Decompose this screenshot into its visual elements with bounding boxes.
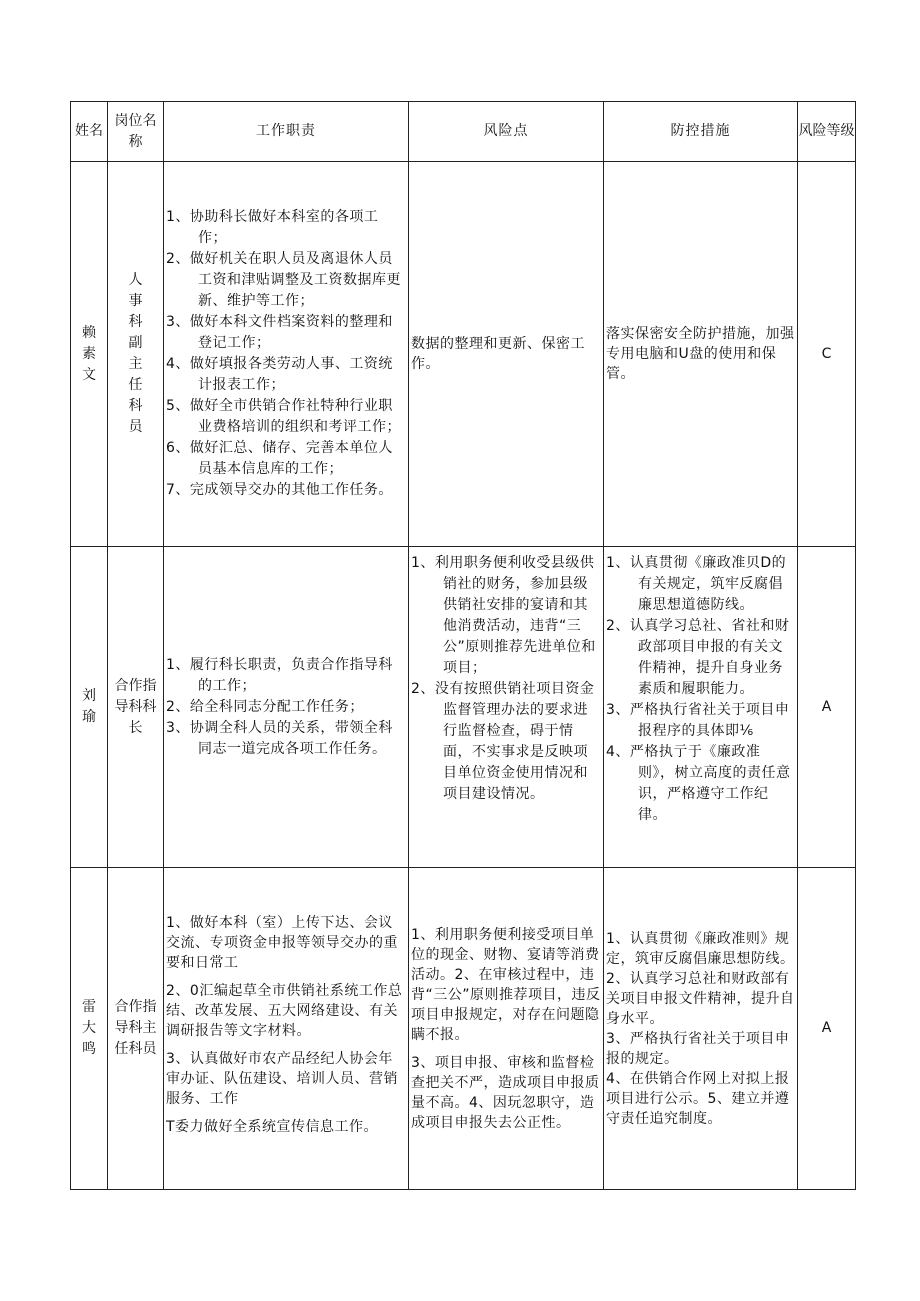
list-item: 4、做好填报各类劳动人事、工资统计报表工作；: [166, 356, 393, 393]
table-row: [71, 162, 856, 547]
list-item: 2、给全科同志分配工作任务；: [166, 698, 364, 715]
measures-list: [604, 553, 797, 826]
list-item: 2、做好机关在职人员及离退休人员工资和津贴调整及工资数据库更新、维护等工作；: [166, 251, 401, 309]
risks-cell: [409, 547, 604, 868]
risks-list: [409, 553, 603, 805]
measures-cell: [604, 162, 798, 547]
risks-cell: [409, 162, 604, 547]
list-item: 5、做好全市供销合作社特种行业职业费格培训的组织和考评工作；: [166, 398, 401, 435]
list-item: 1、协助科长做好本科室的各项工作；: [166, 209, 379, 246]
header-risks: 风险点: [409, 102, 604, 162]
list-item: 3、做好本科文件档案资料的整理和登记工作；: [166, 314, 393, 351]
list-item: 2、没有按照供销社项目资金监督管理办法的要求进行监督检查，碍于情面，不实事求是反映项目单位资金使用情况和项目建设情况。: [411, 681, 595, 802]
duties-cell: [164, 868, 409, 1190]
person-name: 刘瑜: [82, 688, 96, 725]
list-item: 1、认真贯彻《廉政准贝D的有关规定，筑牢反腐倡廉思想道德防线。: [606, 555, 787, 613]
grade-cell: A: [798, 547, 856, 868]
list-item: 1、利用职务便利接受项目单位的现金、财物、宴请等消费活动。2、在审核过程中，违背“三公”原则推荐项目，违反项目申报规定，对存在问题隐瞒不报。: [411, 926, 601, 1043]
list-item: 1、履行科长职责，负责合作指导科的工作；: [166, 656, 393, 694]
duties-cell: [164, 547, 409, 868]
table-row: [71, 547, 856, 868]
measures-block: [604, 929, 797, 1129]
list-item: 3、协调全科人员的关系，带领全科同志一道完成各项工作任务。: [166, 719, 393, 757]
list-item: 1、认真贯彻《廉政准则》规定，筑审反腐倡廉思想防线。: [606, 930, 795, 967]
name-cell: [71, 547, 108, 868]
list-item: 1、利用职务便利收受县级供销社的财务，参加县级供销社安排的宴请和其他消费活动，违背“三公”原则推荐先进单位和项目；: [411, 555, 596, 676]
duties-block: [164, 913, 408, 1137]
measures-cell: [604, 868, 798, 1190]
header-measures: 防控措施: [604, 102, 798, 162]
risk-text: 数据的整理和更新、保密工作。: [411, 336, 585, 372]
list-item: 4、严格执亍于《廉政准则》，树立高度的责任意识，严格遵守工作纪律。: [606, 744, 791, 823]
list-item: 4、在供销合作网上对拟上报项目进行公示。5、建立并遵守责任追究制度。: [606, 1070, 790, 1127]
measure-text: 落实保密安全防护措施，加强专用电脑和U盘的使用和保管。: [606, 326, 795, 382]
header-duties: 工作职责: [164, 102, 409, 162]
duties-cell: [164, 162, 409, 547]
header-row: [71, 102, 856, 162]
position-cell: 合作指导科科长: [108, 547, 164, 868]
name-cell: [71, 868, 108, 1190]
list-item: 3、严格执行省社关于项目申报程序的具体即⅙: [606, 702, 790, 739]
risk-table: [70, 101, 856, 1190]
header-grade: 风险等级: [798, 102, 856, 162]
list-item: 2、认真学习总社、省社和财政部项目申报的有关文件精神，提升自身业务素质和履职能力。: [606, 618, 790, 697]
header-name: 姓名: [71, 102, 108, 162]
header-position: 岗位名称: [108, 102, 164, 162]
position-cell: 合作指导科主任科员: [108, 868, 164, 1190]
list-item: 3、认真做好市农产品经纪人协会年审办证、队伍建设、培训人员、营销服务、工作: [166, 1050, 398, 1107]
table-row: [71, 868, 856, 1190]
position-title: 人事科副主任科员: [128, 272, 143, 435]
list-item: 3、严格执行省社关于项目申报的规定。: [606, 1030, 790, 1067]
list-item: 6、做好汇总、储存、完善本单位人员基本信息库的工作；: [166, 440, 393, 477]
position-cell: [108, 162, 164, 547]
risks-cell: [409, 868, 604, 1190]
list-item: 2、认真学习总社和财政部有关项目申报文件精神，提升自身水平。: [606, 970, 795, 1027]
name-cell: [71, 162, 108, 547]
person-name: 赖素文: [82, 324, 96, 383]
duties-list: [164, 655, 408, 760]
list-item: 3、项目申报、审核和监督检查把关不严，造成项目申报质量不高。4、因玩忽职守，造成项目申报失去公正性。: [411, 1054, 600, 1131]
risks-block: [409, 925, 603, 1133]
measures-cell: [604, 547, 798, 868]
list-item: 7、完成领导交办的其他工作任务。: [166, 482, 393, 498]
list-item: T委力做好全系统宣传信息工作。: [166, 1118, 379, 1135]
grade-cell: A: [798, 868, 856, 1190]
person-name: 雷大鸣: [82, 999, 96, 1057]
list-item: 2、0汇编起草全市供销社系统工作总结、改革发展、五大网络建设、有关调研报告等文字材料。: [166, 982, 403, 1039]
grade-cell: C: [798, 162, 856, 547]
list-item: 1、做好本科（室）上传下达、会议交流、专项资金申报等领导交办的重要和日常工: [166, 914, 398, 971]
duties-list: [164, 207, 408, 501]
